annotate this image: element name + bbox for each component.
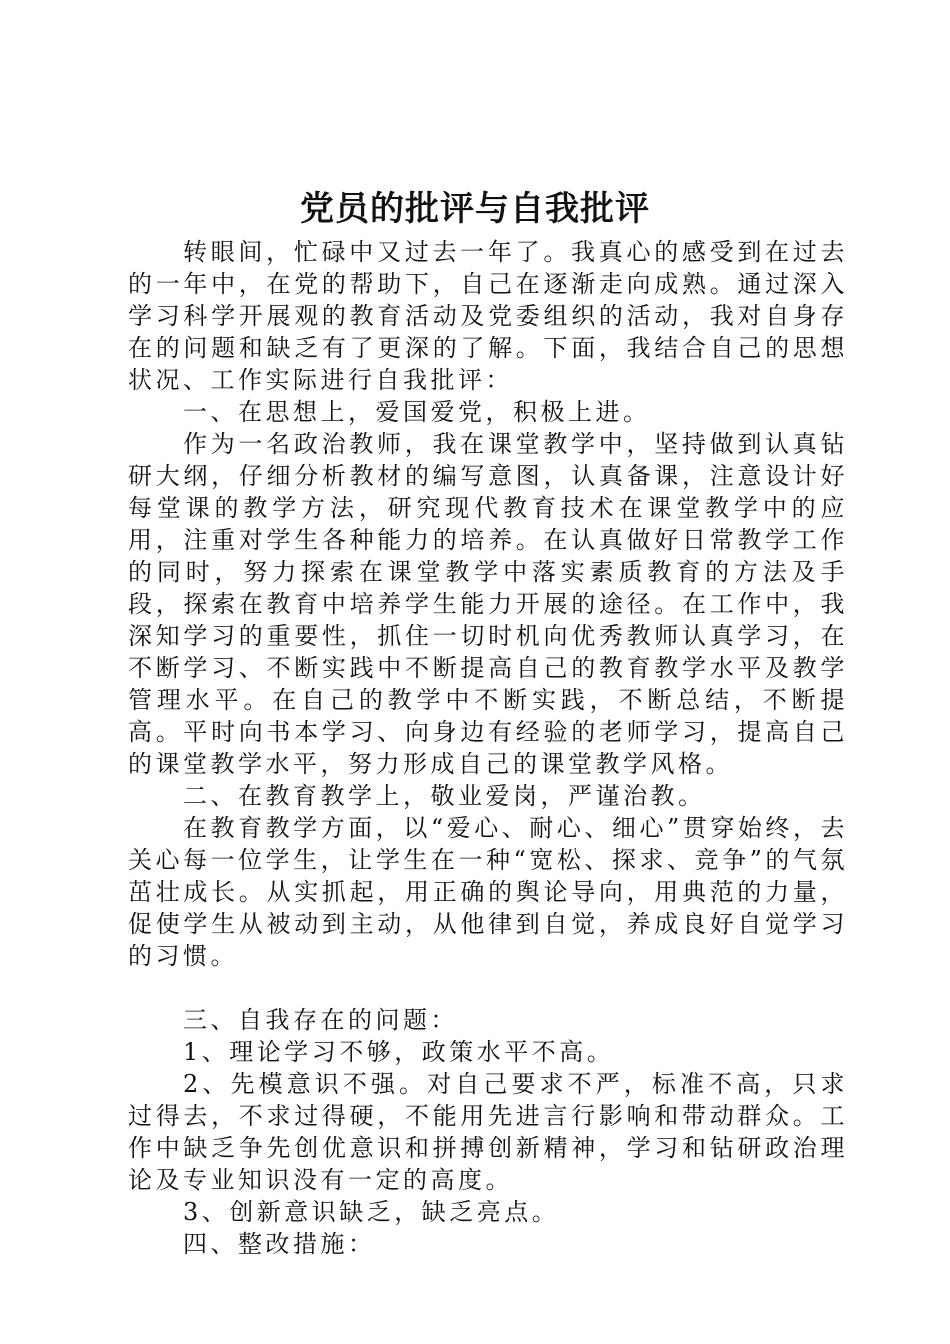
section-heading-2: 二、在教育教学上，敬业爱岗，严谨治教。 [183, 782, 706, 810]
paragraph-section-1: 作为一名政治教师，我在课堂教学中，坚持做到认真钻研大纲，仔细分析教材的编写意图，认真备课，注意设计好每堂课的教学方法，研究现代教育技术在课堂教学中的应用，注重对学生各种能力的培养。在认真做好日常教学工作的同时，努力探索在课堂教学中落实素质教育的方法及手段，探索在教育中培养学生能力开展的途径。在工作中，我深知学习的重要性，抓住一切时机向优秀教师认真学习，在不断学习、不断实践中不断提高自己的教育教学水平及教学管理水平。在自己的教学中不断实践，不断总结，不断提高。平时向书本学习、向身边有经验的老师学习，提高自己的课堂教学水平，努力形成自己的课堂教学风格。 [128, 430, 848, 778]
paragraph-intro: 转眼间，忙碌中又过去一年了。我真心的感受到在过去的一年中，在党的帮助下，自己在逐渐走向成熟。通过深入学习科学开展观的教育活动及党委组织的活动，我对自身存在的问题和缺乏有了更深的了解。下面，我结合自己的思想状况、工作实际进行自我批评： [128, 238, 848, 394]
paragraph-spacer [128, 972, 848, 1004]
paragraph-section-2: 在教育教学方面，以“爱心、耐心、细心”贯穿始终，去关心每一位学生，让学生在一种“宽松、探求、竞争”的气氛茁壮成长。从实抓起，用正确的舆论导向，用典范的力量，促使学生从被动到主动，从他律到自觉，养成良好自觉学习的习惯。 [128, 814, 848, 970]
document-body [128, 236, 848, 1260]
page-title: 党员的批评与自我批评 [300, 189, 650, 229]
section-heading-4: 四、整改措施： [183, 1230, 376, 1258]
section-heading-3: 三、自我存在的问题： [183, 1006, 458, 1034]
list-item-2: 2、先模意识不强。对自己要求不严，标准不高，只求过得去，不求过得硬，不能用先进言行影响和带动群众。工作中缺乏争先创优意识和拼搏创新精神，学习和钻研政治理论及专业知识没有一定的高度。 [128, 1070, 848, 1194]
list-item-1: 1、理论学习不够，政策水平不高。 [183, 1038, 615, 1066]
section-heading-1: 一、在思想上，爱国爱党，积极上进。 [183, 398, 651, 426]
list-item-3: 3、创新意识缺乏，缺乏亮点。 [183, 1198, 560, 1226]
